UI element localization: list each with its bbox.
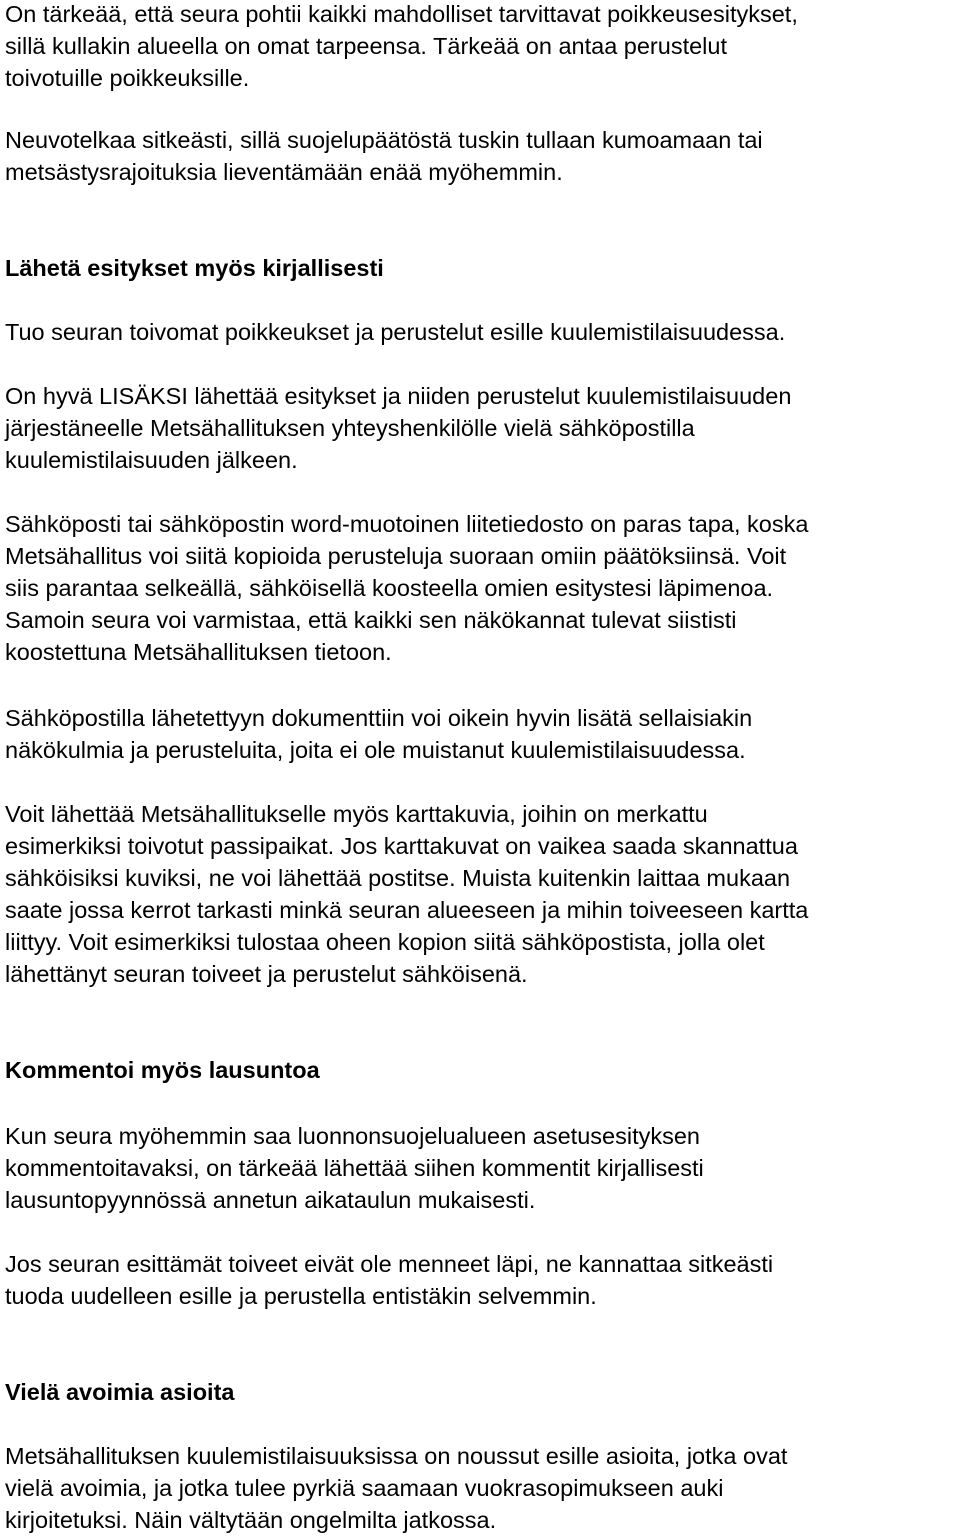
paragraph-email-best: Sähköposti tai sähköpostin word-muotoinen liitetiedosto on paras tapa, koska Metsähallitus voi siitä kopioida perusteluja suoraan omiin päätöksiinsä. Voit siis parantaa selkeällä, sähköisellä koosteella omien esitystesi läpimenoa. Samoin seura voi varmistaa, että kaikki sen näkökannat tulevat siististi koostettuna Metsähallituksen tietoon. (5, 511, 809, 665)
paragraph-hearing: Tuo seuran toivomat poikkeukset ja perustelut esille kuulemistilaisuudessa. (5, 319, 786, 345)
heading-open-issues: Vielä avoimia asioita (5, 1379, 235, 1405)
paragraph-map-images: Voit lähettää Metsähallitukselle myös karttakuvia, joihin on merkattu esimerkiksi toivotut passipaikat. Jos karttakuvat on vaikea saada skannattua sähköisiksi kuviksi, ne voi lähettää postitse. Muista kuitenkin laittaa mukaan saate jossa kerrot tarkasti minkä seuran alueeseen ja mihin toiveeseen kartta liittyy. Voit esimerkiksi tulostaa oheen kopion siitä sähköpostista, jolla olet lähettänyt seuran toiveet ja perustelut sähköisenä. (5, 801, 809, 987)
paragraph-open-issues: Metsähallituksen kuulemistilaisuuksissa on noussut esille asioita, jotka ovat vielä avoimia, ja jotka tulee pyrkiä saamaan vuokrasopimukseen auki kirjoitetuksi. Näin vältytään ongelmilta jatkossa. (5, 1443, 788, 1533)
paragraph-also-email: On hyvä LISÄKSI lähettää esitykset ja niiden perustelut kuulemistilaisuuden järjestäneelle Metsähallituksen yhteyshenkilölle vielä sähköpostilla kuulemistilaisuuden jälkeen. (5, 383, 792, 473)
paragraph-negotiate: Neuvotelkaa sitkeästi, sillä suojelupäätöstä tuskin tullaan kumoamaan tai metsästysrajoituksia lieventämään enää myöhemmin. (5, 127, 763, 185)
heading-send-in-writing: Lähetä esitykset myös kirjallisesti (5, 255, 384, 281)
heading-comment-statement: Kommentoi myös lausuntoa (5, 1057, 320, 1083)
paragraph-exceptions-intro: On tärkeää, että seura pohtii kaikki mahdolliset tarvittavat poikkeusesitykset, sillä kullakin alueella on omat tarpeensa. Tärkeää on antaa perustelut toivotuille poikkeuksille. (5, 1, 798, 91)
paragraph-email-document: Sähköpostilla lähetettyyn dokumenttiin voi oikein hyvin lisätä sellaisiakin näkökulmia ja perusteluita, joita ei ole muistanut kuulemistilaisuudessa. (5, 705, 753, 763)
paragraph-decree-proposal: Kun seura myöhemmin saa luonnonsuojelualueen asetusesityksen kommentoitavaksi, on tärkeää lähettää siihen kommentit kirjallisesti lausuntopyynnössä annetun aikataulun mukaisesti. (5, 1123, 704, 1213)
paragraph-repeat-wishes: Jos seuran esittämät toiveet eivät ole menneet läpi, ne kannattaa sitkeästi tuoda uudelleen esille ja perustella entistäkin selvemmin. (5, 1251, 774, 1309)
